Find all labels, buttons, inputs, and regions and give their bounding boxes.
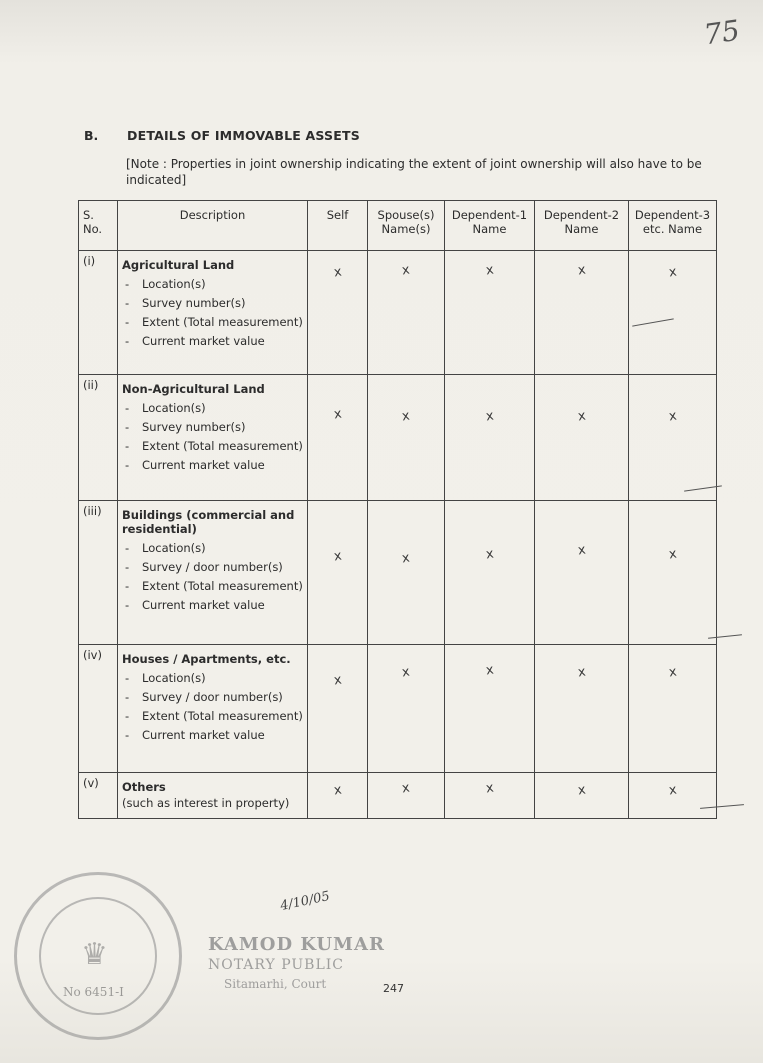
sub-item: - Location(s)	[122, 671, 303, 685]
sub-item: - Extent (Total measurement)	[122, 709, 303, 723]
notary-round-seal	[14, 872, 182, 1040]
cell-dependent-2	[535, 375, 629, 501]
section-note: [Note : Properties in joint ownership indicating the extent of joint ownership will also have to be indicated]	[126, 157, 702, 187]
table-row	[79, 251, 717, 375]
cross-mark: x	[332, 264, 343, 281]
cross-mark: x	[401, 550, 411, 567]
table-row	[79, 501, 717, 645]
row-title: Buildings (commercial and residential)	[122, 508, 295, 536]
row-description	[118, 645, 308, 773]
sub-item: - Current market value	[122, 728, 303, 742]
notary-role: NOTARY PUBLIC	[208, 957, 345, 973]
header-self: Self	[308, 201, 368, 251]
header-dependent-2: Dependent-2 Name	[535, 201, 629, 251]
row-title: Others	[122, 780, 166, 794]
cell-self	[308, 375, 368, 501]
page-corner-handwritten-number: 75	[701, 13, 742, 52]
cell-dependent-3	[629, 375, 717, 501]
cross-mark: x	[576, 664, 587, 681]
row-title: Houses / Apartments, etc.	[122, 652, 291, 666]
row-description	[118, 501, 308, 645]
cross-mark: x	[576, 408, 587, 425]
row-sno: (ii)	[79, 375, 118, 501]
table-row	[79, 645, 717, 773]
row-description	[118, 773, 308, 819]
cross-mark: x	[401, 780, 411, 797]
sub-item: - Survey number(s)	[122, 296, 303, 310]
cell-spouse	[368, 773, 445, 819]
row-sno: (i)	[79, 251, 118, 375]
cell-spouse	[368, 251, 445, 375]
sub-item: - Current market value	[122, 334, 303, 348]
cell-dependent-1	[445, 501, 535, 645]
sub-item: - Location(s)	[122, 541, 303, 555]
cell-dependent-2	[535, 645, 629, 773]
notary-court: Sitamarhi, Court	[224, 977, 327, 991]
row-sno: (iii)	[79, 501, 118, 645]
table-row	[79, 375, 717, 501]
cell-dependent-2	[535, 773, 629, 819]
seal-number: No 6451-I	[63, 985, 124, 999]
header-dependent-3: Dependent-3 etc. Name	[629, 201, 717, 251]
cross-mark: x	[401, 664, 411, 681]
row-title: Non-Agricultural Land	[122, 382, 265, 396]
row-subtitle: (such as interest in property)	[122, 796, 290, 810]
cross-mark: x	[484, 546, 495, 563]
cell-dependent-1	[445, 773, 535, 819]
cell-spouse	[368, 501, 445, 645]
header-description: Description	[118, 201, 308, 251]
sub-item: - Current market value	[122, 598, 303, 612]
cell-self	[308, 645, 368, 773]
cell-spouse	[368, 375, 445, 501]
row-title: Agricultural Land	[122, 258, 235, 272]
cell-dependent-1	[445, 645, 535, 773]
cell-dependent-3	[629, 501, 717, 645]
emblem-icon: ♛	[81, 937, 108, 972]
cell-dependent-3	[629, 251, 717, 375]
cross-mark: x	[667, 264, 678, 281]
sub-item: - Location(s)	[122, 401, 303, 415]
header-sno: S. No.	[79, 201, 118, 251]
cross-mark: x	[484, 408, 495, 425]
header-dependent-1: Dependent-1 Name	[445, 201, 535, 251]
sub-item: - Survey / door number(s)	[122, 690, 303, 704]
cross-mark: x	[576, 262, 587, 279]
sub-item: - Extent (Total measurement)	[122, 579, 303, 593]
header-spouse: Spouse(s) Name(s)	[368, 201, 445, 251]
sub-item: - Current market value	[122, 458, 303, 472]
sub-item: - Extent (Total measurement)	[122, 439, 303, 453]
cross-mark: x	[667, 664, 678, 681]
cross-mark: x	[484, 780, 495, 797]
cell-dependent-2	[535, 251, 629, 375]
cell-self	[308, 251, 368, 375]
sub-item: - Survey / door number(s)	[122, 560, 303, 574]
cell-dependent-1	[445, 375, 535, 501]
sub-item: - Survey number(s)	[122, 420, 303, 434]
row-sno: (v)	[79, 773, 118, 819]
cell-self	[308, 501, 368, 645]
row-sno: (iv)	[79, 645, 118, 773]
cell-self	[308, 773, 368, 819]
cross-mark: x	[667, 546, 678, 563]
row-description	[118, 375, 308, 501]
page-number: 247	[383, 982, 404, 995]
section-letter: B.	[84, 128, 99, 143]
table-row	[79, 773, 717, 819]
cell-dependent-2	[535, 501, 629, 645]
cross-mark: x	[667, 408, 678, 425]
cross-mark: x	[576, 542, 587, 559]
cross-mark: x	[401, 262, 411, 279]
cross-mark: x	[332, 782, 343, 799]
notary-name-stamp	[208, 934, 385, 991]
immovable-assets-table	[78, 200, 717, 819]
cell-dependent-3	[629, 773, 717, 819]
cross-mark: x	[484, 262, 495, 279]
cross-mark: x	[401, 408, 411, 425]
sub-item: - Extent (Total measurement)	[122, 315, 303, 329]
cell-dependent-1	[445, 251, 535, 375]
notary-name: KAMOD KUMAR	[208, 934, 385, 955]
notary-signature: 4/10/05	[278, 888, 332, 915]
cross-mark: x	[332, 406, 343, 423]
cross-mark: x	[332, 548, 343, 565]
cross-mark: x	[667, 782, 678, 799]
section-title: DETAILS OF IMMOVABLE ASSETS	[127, 128, 360, 143]
row-description	[118, 251, 308, 375]
cross-mark: x	[484, 662, 495, 679]
cross-mark: x	[332, 672, 343, 689]
cell-dependent-3	[629, 645, 717, 773]
sub-item: - Location(s)	[122, 277, 303, 291]
cross-mark: x	[576, 782, 587, 799]
cell-spouse	[368, 645, 445, 773]
